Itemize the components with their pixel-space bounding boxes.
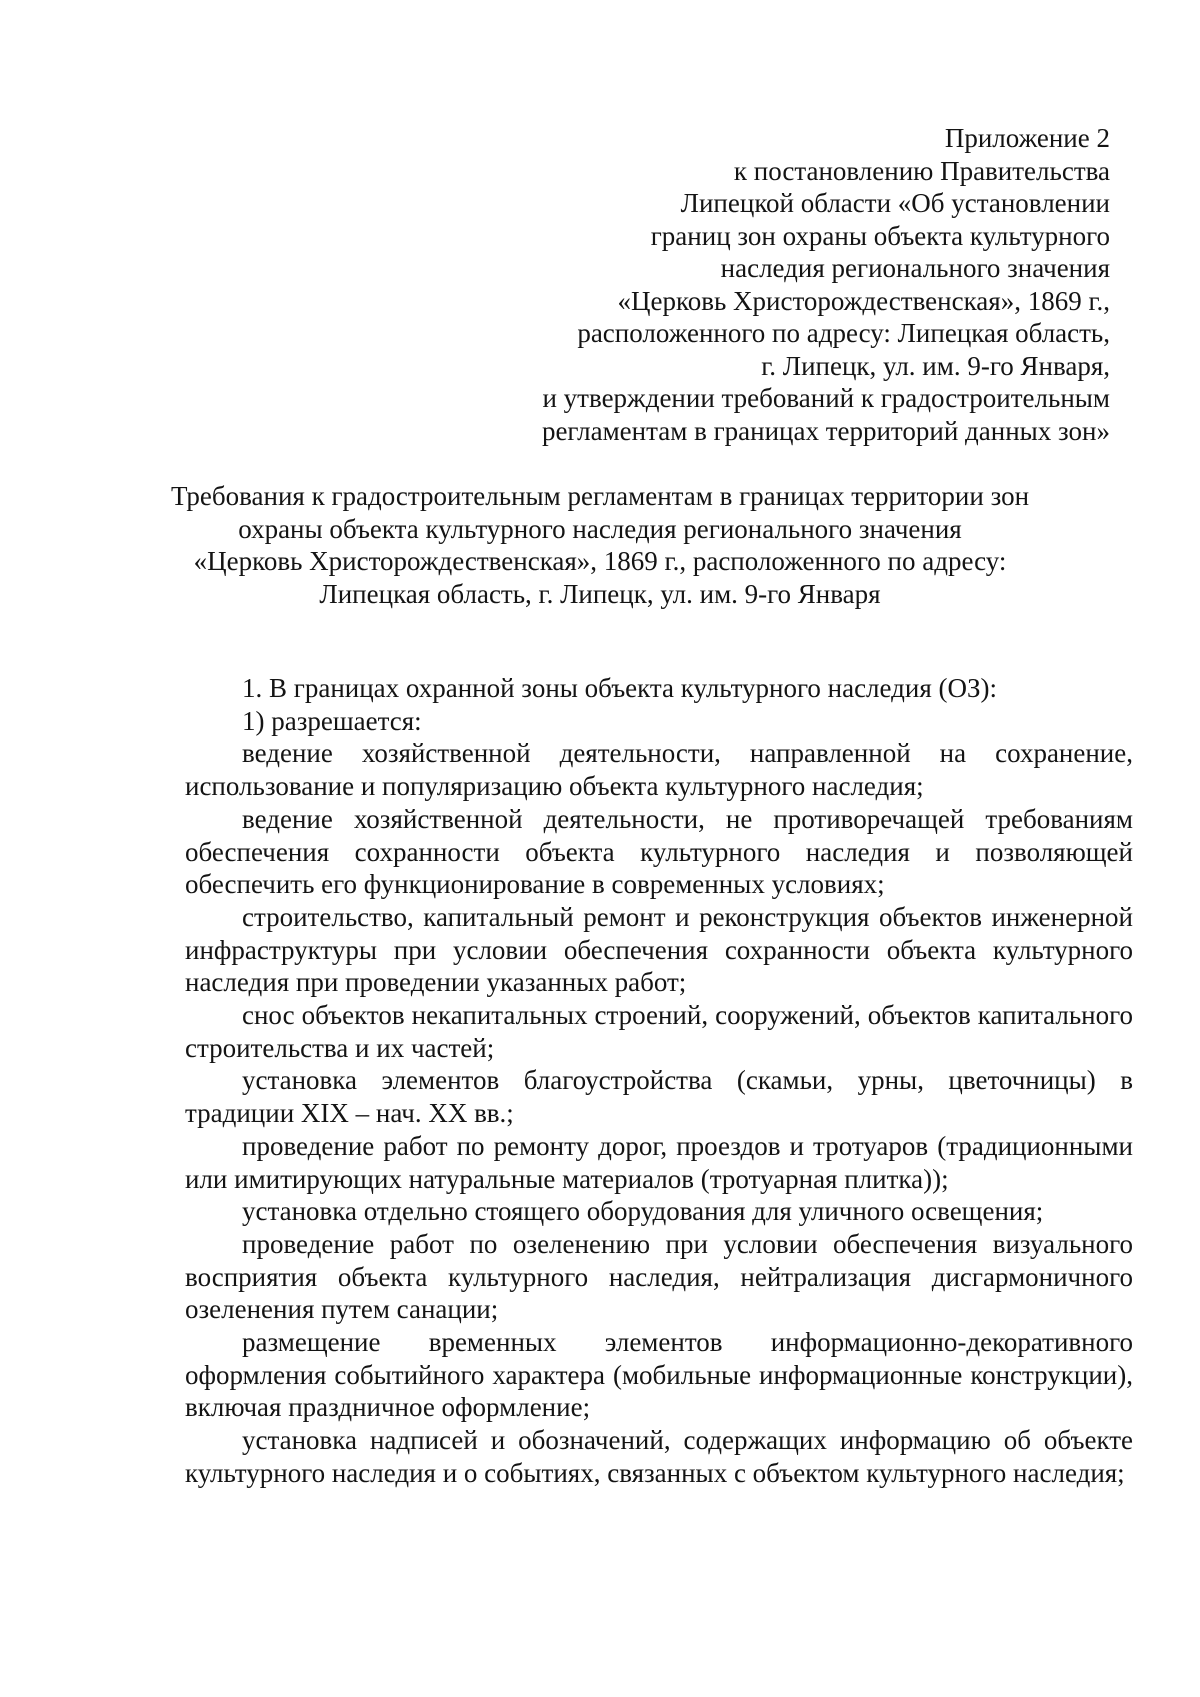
appendix-line: наследия регионального значения: [720, 253, 1110, 283]
title-line: «Церковь Христорождественская», 1869 г., расположенного по адресу:: [193, 546, 1007, 576]
list-item: ведение хозяйственной деятельности, направленной на сохранение, использование и популяризацию объекта культурного наследия;: [185, 738, 1133, 802]
appendix-line: и утверждении требований к градостроительным: [542, 383, 1110, 413]
appendix-line: расположенного по адресу: Липецкая область,: [577, 318, 1110, 348]
document-title: [140, 480, 1060, 610]
appendix-header: [490, 122, 1110, 447]
list-item: установка надписей и обозначений, содержащих информацию об объекте культурного наследия и о событиях, связанных с объектом культурного наследия;: [185, 1425, 1133, 1488]
list-item: снос объектов некапитальных строений, сооружений, объектов капитального строительства и их частей;: [185, 1000, 1133, 1063]
appendix-line-number: Приложение 2: [944, 123, 1110, 153]
appendix-line: г. Липецк, ул. им. 9-го Января,: [761, 350, 1110, 381]
appendix-line: к постановлению Правительства: [733, 155, 1110, 186]
document-body: [185, 672, 1133, 1490]
list-item: проведение работ по озеленению при условии обеспечения визуального восприятия объекта культурного наследия, нейтрализация дисгармоничного озеленения путем санации;: [185, 1228, 1133, 1325]
list-item: проведение работ по ремонту дорог, проездов и тротуаров (традиционными или имитирующих натуральные материалов (тротуарная плитка));: [185, 1130, 1133, 1194]
list-item: установка отдельно стоящего оборудования для уличного освещения;: [242, 1196, 1044, 1227]
appendix-line: «Церковь Христорождественская», 1869 г.,: [617, 285, 1110, 316]
list-item: ведение хозяйственной деятельности, не противоречащей требованиям обеспечения сохранности объекта культурного наследия и позволяющей обеспечить его функционирование в современных условиях;: [185, 803, 1133, 900]
appendix-line: границ зон охраны объекта культурного: [650, 220, 1110, 251]
subsection-heading: 1) разрешается:: [242, 705, 422, 736]
appendix-line: регламентам в границах территорий данных зон»: [541, 415, 1110, 446]
appendix-line: Липецкой области «Об установлении: [680, 188, 1110, 218]
title-line: охраны объекта культурного наследия регионального значения: [238, 513, 962, 544]
title-line: Липецкая область, г. Липецк, ул. им. 9-го Января: [319, 578, 881, 609]
section-heading: 1. В границах охранной зоны объекта культурного наследия (ОЗ):: [242, 673, 998, 703]
title-line: Требования к градостроительным регламентам в границах территории зон: [170, 481, 1030, 511]
list-item: размещение временных элементов информационно-декоративного оформления событийного характера (мобильные информационные конструкции), включая праздничное оформление;: [185, 1327, 1133, 1423]
list-item: строительство, капитальный ремонт и реконструкция объектов инженерной инфраструктуры при условии обеспечения сохранности объекта культурного наследия при проведении указанных работ;: [185, 901, 1133, 998]
list-item: установка элементов благоустройства (скамьи, урны, цветочницы) в традиции XIX – нач. XX вв.;: [185, 1065, 1133, 1129]
